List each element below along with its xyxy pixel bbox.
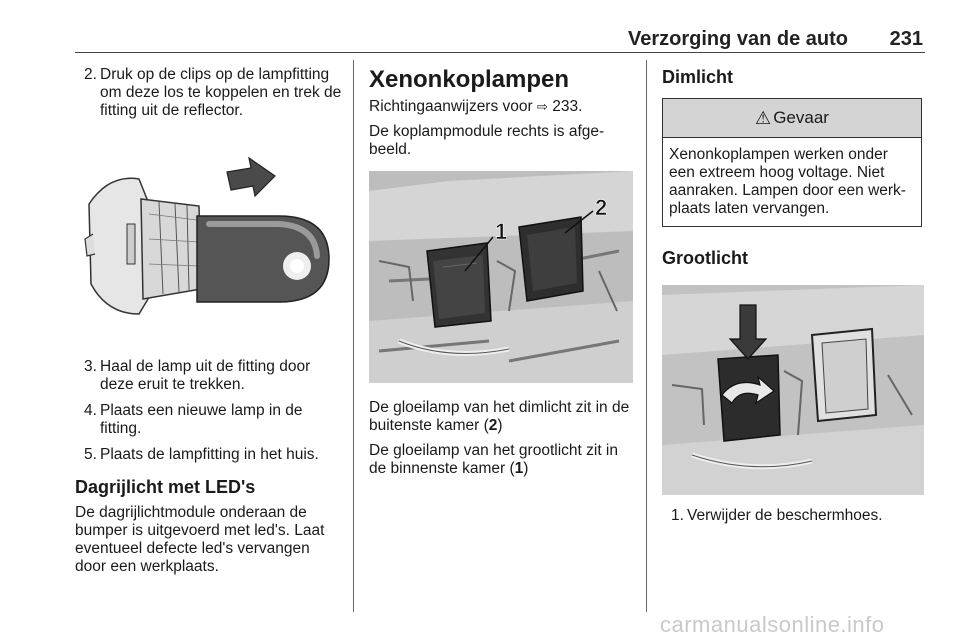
high-beam-cover-illustration [662,285,924,495]
callout-2: 2 [595,195,608,220]
bulb-removal-illustration [79,144,339,344]
warning-title: Gevaar [773,108,829,127]
drl-text: De dagrijlichtmodule onderaan de bumper is uitgevoerd met led's. Laat eventueel defecte led's vervangen door een werkplaats. [75,504,325,575]
dim-heading: Dimlicht [662,67,734,87]
warning-box [662,98,922,227]
warning-triangle-icon: ⚠ [755,108,772,128]
step-5: 5. Plaats de lampfitting in het huis. [84,446,319,463]
page-number: 231 [889,28,923,50]
drl-heading: Dagrijlicht met LED's [75,477,256,497]
step-3: 3. Haal de lamp uit de fitting door deze eruit te trekken. [84,358,311,393]
page-reference-icon: ⇨ [537,99,548,114]
watermark: carmanualsonline.info [660,612,885,637]
turn-signal-reference: Richtingaanwijzers voor ⇨ 233. [369,98,583,115]
column-divider [646,60,647,612]
xenon-heading: Xenonkoplampen [369,66,570,93]
warning-header [663,99,921,138]
column-middle [369,66,635,485]
warning-text: Xenonkoplampen werken onder een extreem hoog voltage. Niet aanraken. Lampen door een werk- plaats laten vervangen. [669,146,906,217]
headlamp-module-illustration [369,171,633,383]
step-2: 2. Druk op de clips op de lampfitting om deze los te koppelen en trek de fitting uit de reflector. [84,66,342,119]
dim-light-location: De gloeilamp van het dimlicht zit in de buitenste kamer (2) [369,399,630,434]
high-beam-heading: Grootlicht [662,248,748,268]
column-left [75,66,343,583]
column-divider [353,60,354,612]
page-header [75,26,925,53]
step-1: 1. Verwijder de beschermhoes. [671,507,883,524]
high-beam-location: De gloeilamp van het grootlicht zit in de binnenste kamer (1) [369,442,618,477]
module-text: De koplampmodule rechts is afge- beeld. [369,123,605,158]
step-4: 4. Plaats een nieuwe lamp in de fitting. [84,402,303,437]
callout-1: 1 [495,219,508,244]
section-title: Verzorging van de auto [627,28,848,50]
column-right [662,66,926,533]
